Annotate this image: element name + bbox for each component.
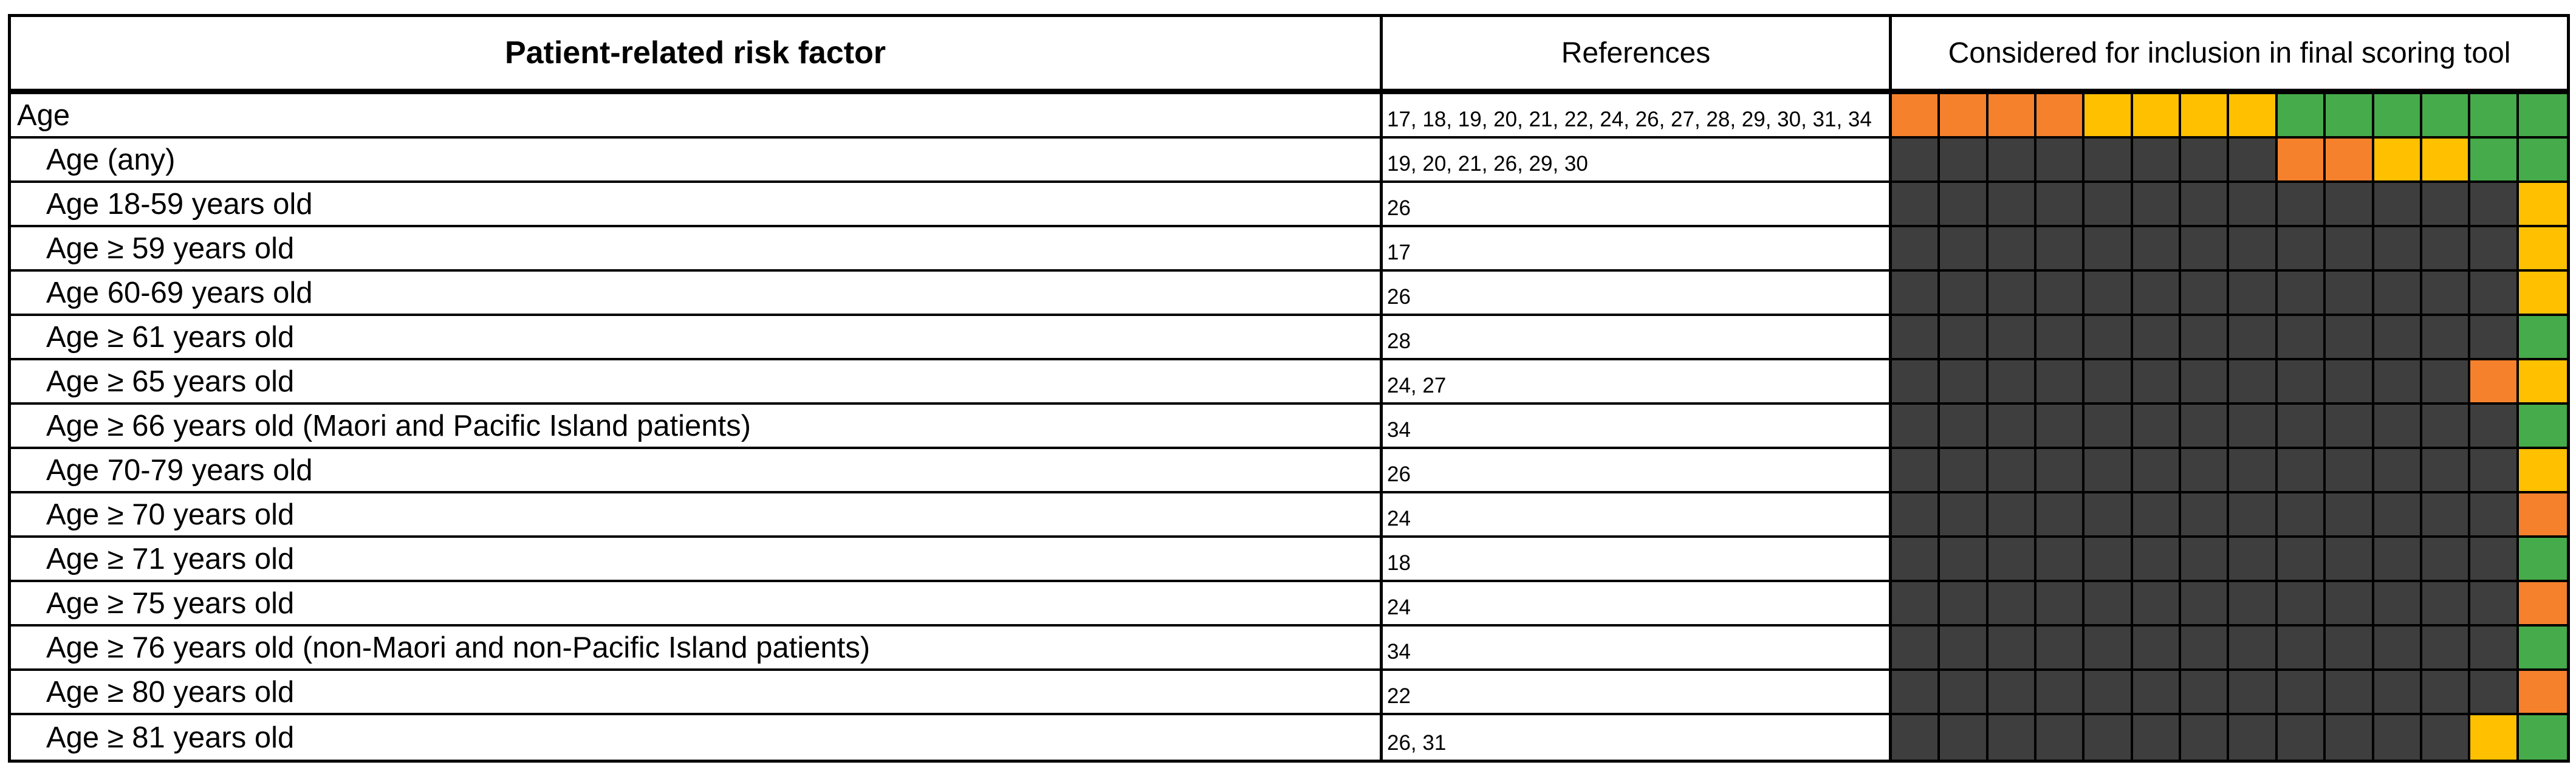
rating-cell-dark bbox=[2470, 183, 2518, 227]
rating-cell-dark bbox=[2422, 316, 2470, 360]
column-header-risk-factor: Patient-related risk factor bbox=[11, 17, 1383, 94]
rating-cell-dark bbox=[2374, 405, 2422, 449]
risk-factor-label: Age ≥ 81 years old bbox=[11, 715, 1383, 760]
rating-cell-dark bbox=[2326, 582, 2374, 627]
rating-cell-dark bbox=[2084, 405, 2132, 449]
rating-cell-dark bbox=[2326, 449, 2374, 493]
rating-cell-dark bbox=[2470, 227, 2518, 272]
rating-cell-dark bbox=[2374, 582, 2422, 627]
rating-cell-green bbox=[2519, 139, 2567, 183]
rating-cell-dark bbox=[2229, 627, 2277, 671]
rating-cell-dark bbox=[2229, 139, 2277, 183]
rating-cell-dark bbox=[2470, 272, 2518, 316]
rating-cell-yellow bbox=[2084, 94, 2132, 139]
rating-cell-dark bbox=[2133, 715, 2181, 760]
rating-cell-dark bbox=[2422, 715, 2470, 760]
rating-cell-dark bbox=[2181, 272, 2229, 316]
rating-cell-dark bbox=[2326, 227, 2374, 272]
rating-cell-dark bbox=[2133, 183, 2181, 227]
rating-cell-dark bbox=[2084, 538, 2132, 582]
rating-cell-yellow bbox=[2519, 272, 2567, 316]
rating-cell-dark bbox=[2133, 671, 2181, 715]
rating-cell-dark bbox=[2278, 538, 2326, 582]
rating-cell-dark bbox=[2470, 582, 2518, 627]
rating-cell-dark bbox=[2422, 538, 2470, 582]
rating-cell-dark bbox=[2326, 360, 2374, 405]
rating-cell-dark bbox=[2278, 715, 2326, 760]
rating-cell-dark bbox=[1989, 272, 2036, 316]
rating-cell-dark bbox=[2374, 272, 2422, 316]
rating-cell-dark bbox=[2326, 405, 2374, 449]
rating-cell-dark bbox=[1989, 139, 2036, 183]
rating-cell-dark bbox=[2470, 405, 2518, 449]
rating-cell-orange bbox=[2470, 360, 2518, 405]
rating-cell-orange bbox=[2519, 671, 2567, 715]
rating-cell-dark bbox=[2181, 139, 2229, 183]
rating-cell-dark bbox=[2374, 227, 2422, 272]
rating-cell-dark bbox=[2181, 582, 2229, 627]
rating-cell-dark bbox=[2084, 449, 2132, 493]
rating-cell-dark bbox=[1940, 316, 1988, 360]
rating-cell-dark bbox=[2181, 360, 2229, 405]
references-value: 24 bbox=[1383, 493, 1892, 538]
rating-cell-dark bbox=[1892, 449, 1940, 493]
rating-cell-dark bbox=[1989, 183, 2036, 227]
references-value: 19, 20, 21, 26, 29, 30 bbox=[1383, 139, 1892, 183]
risk-factor-label: Age (any) bbox=[11, 139, 1383, 183]
rating-cell-yellow bbox=[2229, 94, 2277, 139]
rating-cell-dark bbox=[2036, 715, 2084, 760]
rating-cell-green bbox=[2326, 94, 2374, 139]
column-header-references: References bbox=[1383, 17, 1892, 94]
rating-cell-dark bbox=[2422, 493, 2470, 538]
rating-cell-dark bbox=[2326, 627, 2374, 671]
references-value: 26 bbox=[1383, 183, 1892, 227]
rating-cell-dark bbox=[1940, 183, 1988, 227]
rating-cell-dark bbox=[1940, 449, 1988, 493]
rating-cell-dark bbox=[2278, 360, 2326, 405]
rating-cell-dark bbox=[2470, 316, 2518, 360]
rating-cell-orange bbox=[2036, 94, 2084, 139]
rating-cell-orange bbox=[1892, 94, 1940, 139]
rating-cell-dark bbox=[2422, 360, 2470, 405]
rating-cell-dark bbox=[2229, 715, 2277, 760]
rating-cell-dark bbox=[2470, 493, 2518, 538]
rating-cell-green bbox=[2519, 627, 2567, 671]
rating-cell-dark bbox=[1940, 493, 1988, 538]
risk-factor-label: Age ≥ 71 years old bbox=[11, 538, 1383, 582]
rating-cell-dark bbox=[2229, 538, 2277, 582]
rating-cell-dark bbox=[2181, 715, 2229, 760]
rating-cell-dark bbox=[2374, 538, 2422, 582]
rating-cell-dark bbox=[2374, 627, 2422, 671]
rating-cell-dark bbox=[1892, 715, 1940, 760]
risk-factor-label: Age 60-69 years old bbox=[11, 272, 1383, 316]
rating-cell-dark bbox=[1940, 272, 1988, 316]
rating-cell-yellow bbox=[2519, 449, 2567, 493]
rating-cell-dark bbox=[1940, 405, 1988, 449]
column-header-considered: Considered for inclusion in final scoring tool bbox=[1892, 17, 2567, 94]
rating-cell-dark bbox=[2374, 360, 2422, 405]
rating-cell-dark bbox=[1940, 627, 1988, 671]
rating-cell-dark bbox=[2229, 272, 2277, 316]
rating-cell-green bbox=[2278, 94, 2326, 139]
references-value: 24 bbox=[1383, 582, 1892, 627]
rating-cell-dark bbox=[2278, 582, 2326, 627]
rating-cell-dark bbox=[2326, 272, 2374, 316]
rating-cell-green bbox=[2519, 715, 2567, 760]
rating-cell-dark bbox=[1989, 405, 2036, 449]
rating-cell-dark bbox=[2181, 671, 2229, 715]
rating-cell-dark bbox=[1940, 227, 1988, 272]
rating-cell-dark bbox=[2036, 582, 2084, 627]
rating-cell-dark bbox=[1989, 316, 2036, 360]
rating-cell-green bbox=[2519, 94, 2567, 139]
rating-cell-dark bbox=[2181, 538, 2229, 582]
rating-cell-dark bbox=[2229, 671, 2277, 715]
rating-cell-green bbox=[2374, 94, 2422, 139]
rating-cell-dark bbox=[2229, 360, 2277, 405]
references-value: 26, 31 bbox=[1383, 715, 1892, 760]
risk-factor-label: Age ≥ 70 years old bbox=[11, 493, 1383, 538]
rating-cell-dark bbox=[2133, 538, 2181, 582]
risk-table bbox=[8, 14, 2570, 763]
rating-cell-dark bbox=[2470, 449, 2518, 493]
rating-cell-dark bbox=[2084, 360, 2132, 405]
rating-cell-dark bbox=[2084, 316, 2132, 360]
rating-cell-dark bbox=[2084, 272, 2132, 316]
references-value: 18 bbox=[1383, 538, 1892, 582]
rating-cell-dark bbox=[2036, 227, 2084, 272]
rating-cell-dark bbox=[2422, 272, 2470, 316]
rating-cell-green bbox=[2519, 405, 2567, 449]
rating-cell-dark bbox=[2278, 405, 2326, 449]
rating-cell-green bbox=[2422, 94, 2470, 139]
rating-cell-dark bbox=[2229, 582, 2277, 627]
rating-cell-orange bbox=[2519, 493, 2567, 538]
rating-cell-orange bbox=[2278, 139, 2326, 183]
rating-cell-dark bbox=[1892, 405, 1940, 449]
rating-cell-dark bbox=[2181, 627, 2229, 671]
rating-cell-dark bbox=[2326, 715, 2374, 760]
rating-cell-dark bbox=[2036, 493, 2084, 538]
references-value: 17, 18, 19, 20, 21, 22, 24, 26, 27, 28, 29, 30, 31, 34 bbox=[1383, 94, 1892, 139]
rating-cell-dark bbox=[1989, 582, 2036, 627]
rating-cell-dark bbox=[2422, 405, 2470, 449]
rating-cell-green bbox=[2470, 94, 2518, 139]
rating-cell-dark bbox=[2278, 316, 2326, 360]
rating-cell-dark bbox=[1892, 360, 1940, 405]
rating-cell-dark bbox=[2133, 316, 2181, 360]
rating-cell-dark bbox=[2374, 449, 2422, 493]
risk-factor-label: Age bbox=[11, 94, 1383, 139]
rating-cell-dark bbox=[2470, 538, 2518, 582]
rating-cell-dark bbox=[2326, 316, 2374, 360]
rating-cell-green bbox=[2519, 538, 2567, 582]
rating-cell-green bbox=[2470, 139, 2518, 183]
rating-cell-dark bbox=[2036, 405, 2084, 449]
rating-cell-dark bbox=[2133, 360, 2181, 405]
rating-cell-dark bbox=[2084, 227, 2132, 272]
rating-cell-dark bbox=[2470, 671, 2518, 715]
rating-cell-dark bbox=[2181, 405, 2229, 449]
rating-cell-dark bbox=[2422, 227, 2470, 272]
rating-cell-dark bbox=[2084, 627, 2132, 671]
rating-cell-dark bbox=[1892, 227, 1940, 272]
references-value: 34 bbox=[1383, 627, 1892, 671]
rating-cell-dark bbox=[2422, 183, 2470, 227]
rating-cell-dark bbox=[1940, 671, 1988, 715]
rating-cell-dark bbox=[1989, 360, 2036, 405]
rating-cell-yellow bbox=[2519, 183, 2567, 227]
references-value: 34 bbox=[1383, 405, 1892, 449]
rating-cell-dark bbox=[2036, 139, 2084, 183]
rating-cell-dark bbox=[1892, 139, 1940, 183]
rating-cell-dark bbox=[2422, 449, 2470, 493]
references-value: 24, 27 bbox=[1383, 360, 1892, 405]
rating-cell-dark bbox=[2326, 538, 2374, 582]
rating-cell-yellow bbox=[2181, 94, 2229, 139]
rating-cell-dark bbox=[1892, 183, 1940, 227]
risk-factor-label: Age ≥ 61 years old bbox=[11, 316, 1383, 360]
rating-cell-dark bbox=[2133, 582, 2181, 627]
rating-cell-dark bbox=[2422, 627, 2470, 671]
rating-cell-dark bbox=[2036, 449, 2084, 493]
rating-cell-dark bbox=[2229, 227, 2277, 272]
rating-cell-dark bbox=[1989, 538, 2036, 582]
rating-cell-orange bbox=[2326, 139, 2374, 183]
references-value: 22 bbox=[1383, 671, 1892, 715]
rating-cell-dark bbox=[2229, 449, 2277, 493]
rating-cell-dark bbox=[1892, 493, 1940, 538]
rating-cell-yellow bbox=[2133, 94, 2181, 139]
rating-cell-orange bbox=[1940, 94, 1988, 139]
rating-cell-dark bbox=[2278, 272, 2326, 316]
rating-cell-dark bbox=[2084, 183, 2132, 227]
rating-cell-dark bbox=[2326, 671, 2374, 715]
rating-cell-dark bbox=[2036, 671, 2084, 715]
risk-factor-label: Age ≥ 80 years old bbox=[11, 671, 1383, 715]
rating-cell-yellow bbox=[2374, 139, 2422, 183]
risk-factor-label: Age 70-79 years old bbox=[11, 449, 1383, 493]
rating-cell-dark bbox=[1892, 272, 1940, 316]
rating-cell-orange bbox=[1989, 94, 2036, 139]
rating-cell-dark bbox=[2278, 493, 2326, 538]
references-value: 26 bbox=[1383, 449, 1892, 493]
rating-cell-dark bbox=[2422, 582, 2470, 627]
rating-cell-dark bbox=[2374, 493, 2422, 538]
rating-cell-dark bbox=[2133, 405, 2181, 449]
rating-cell-dark bbox=[2374, 715, 2422, 760]
rating-cell-dark bbox=[2278, 183, 2326, 227]
rating-cell-dark bbox=[1892, 316, 1940, 360]
risk-factor-label: Age ≥ 66 years old (Maori and Pacific Island patients) bbox=[11, 405, 1383, 449]
rating-cell-dark bbox=[1892, 671, 1940, 715]
rating-cell-dark bbox=[2278, 449, 2326, 493]
rating-cell-dark bbox=[2229, 183, 2277, 227]
risk-factor-label: Age ≥ 76 years old (non-Maori and non-Pacific Island patients) bbox=[11, 627, 1383, 671]
rating-cell-dark bbox=[2036, 183, 2084, 227]
rating-cell-dark bbox=[2133, 139, 2181, 183]
rating-cell-dark bbox=[1892, 582, 1940, 627]
rating-cell-dark bbox=[1989, 493, 2036, 538]
rating-cell-dark bbox=[2036, 360, 2084, 405]
rating-cell-dark bbox=[2036, 272, 2084, 316]
rating-cell-dark bbox=[2084, 671, 2132, 715]
rating-cell-yellow bbox=[2470, 715, 2518, 760]
rating-cell-dark bbox=[2084, 715, 2132, 760]
rating-cell-dark bbox=[1892, 538, 1940, 582]
rating-cell-dark bbox=[2374, 671, 2422, 715]
rating-cell-dark bbox=[1892, 627, 1940, 671]
rating-cell-dark bbox=[2229, 405, 2277, 449]
rating-cell-dark bbox=[1989, 715, 2036, 760]
risk-factor-label: Age ≥ 75 years old bbox=[11, 582, 1383, 627]
rating-cell-dark bbox=[2470, 627, 2518, 671]
rating-cell-dark bbox=[1940, 582, 1988, 627]
rating-cell-dark bbox=[2133, 449, 2181, 493]
references-value: 17 bbox=[1383, 227, 1892, 272]
rating-cell-dark bbox=[2278, 627, 2326, 671]
rating-cell-dark bbox=[1989, 671, 2036, 715]
rating-cell-dark bbox=[2181, 493, 2229, 538]
rating-cell-green bbox=[2519, 316, 2567, 360]
rating-cell-dark bbox=[1989, 627, 2036, 671]
rating-cell-yellow bbox=[2422, 139, 2470, 183]
rating-cell-yellow bbox=[2519, 227, 2567, 272]
rating-cell-dark bbox=[2084, 582, 2132, 627]
rating-cell-dark bbox=[2374, 183, 2422, 227]
rating-cell-dark bbox=[2181, 227, 2229, 272]
rating-cell-dark bbox=[2422, 671, 2470, 715]
rating-cell-dark bbox=[1940, 715, 1988, 760]
references-value: 28 bbox=[1383, 316, 1892, 360]
rating-cell-dark bbox=[2084, 139, 2132, 183]
rating-cell-dark bbox=[2181, 449, 2229, 493]
rating-cell-dark bbox=[2133, 227, 2181, 272]
rating-cell-dark bbox=[2133, 272, 2181, 316]
rating-cell-dark bbox=[2036, 627, 2084, 671]
rating-cell-yellow bbox=[2519, 360, 2567, 405]
rating-cell-dark bbox=[1989, 227, 2036, 272]
rating-cell-dark bbox=[2133, 493, 2181, 538]
rating-cell-dark bbox=[2326, 493, 2374, 538]
rating-cell-dark bbox=[2326, 183, 2374, 227]
rating-cell-dark bbox=[2278, 227, 2326, 272]
rating-cell-dark bbox=[2278, 671, 2326, 715]
rating-cell-dark bbox=[2181, 183, 2229, 227]
risk-factor-label: Age 18-59 years old bbox=[11, 183, 1383, 227]
risk-factor-label: Age ≥ 59 years old bbox=[11, 227, 1383, 272]
rating-cell-dark bbox=[2084, 493, 2132, 538]
rating-cell-dark bbox=[2036, 538, 2084, 582]
rating-cell-dark bbox=[2374, 316, 2422, 360]
rating-cell-dark bbox=[2133, 627, 2181, 671]
rating-cell-dark bbox=[2181, 316, 2229, 360]
risk-factor-label: Age ≥ 65 years old bbox=[11, 360, 1383, 405]
references-value: 26 bbox=[1383, 272, 1892, 316]
rating-cell-dark bbox=[2229, 493, 2277, 538]
rating-cell-dark bbox=[2229, 316, 2277, 360]
rating-cell-dark bbox=[2036, 316, 2084, 360]
rating-cell-dark bbox=[1940, 139, 1988, 183]
rating-cell-orange bbox=[2519, 582, 2567, 627]
rating-cell-dark bbox=[1940, 360, 1988, 405]
rating-cell-dark bbox=[1989, 449, 2036, 493]
rating-cell-dark bbox=[1940, 538, 1988, 582]
